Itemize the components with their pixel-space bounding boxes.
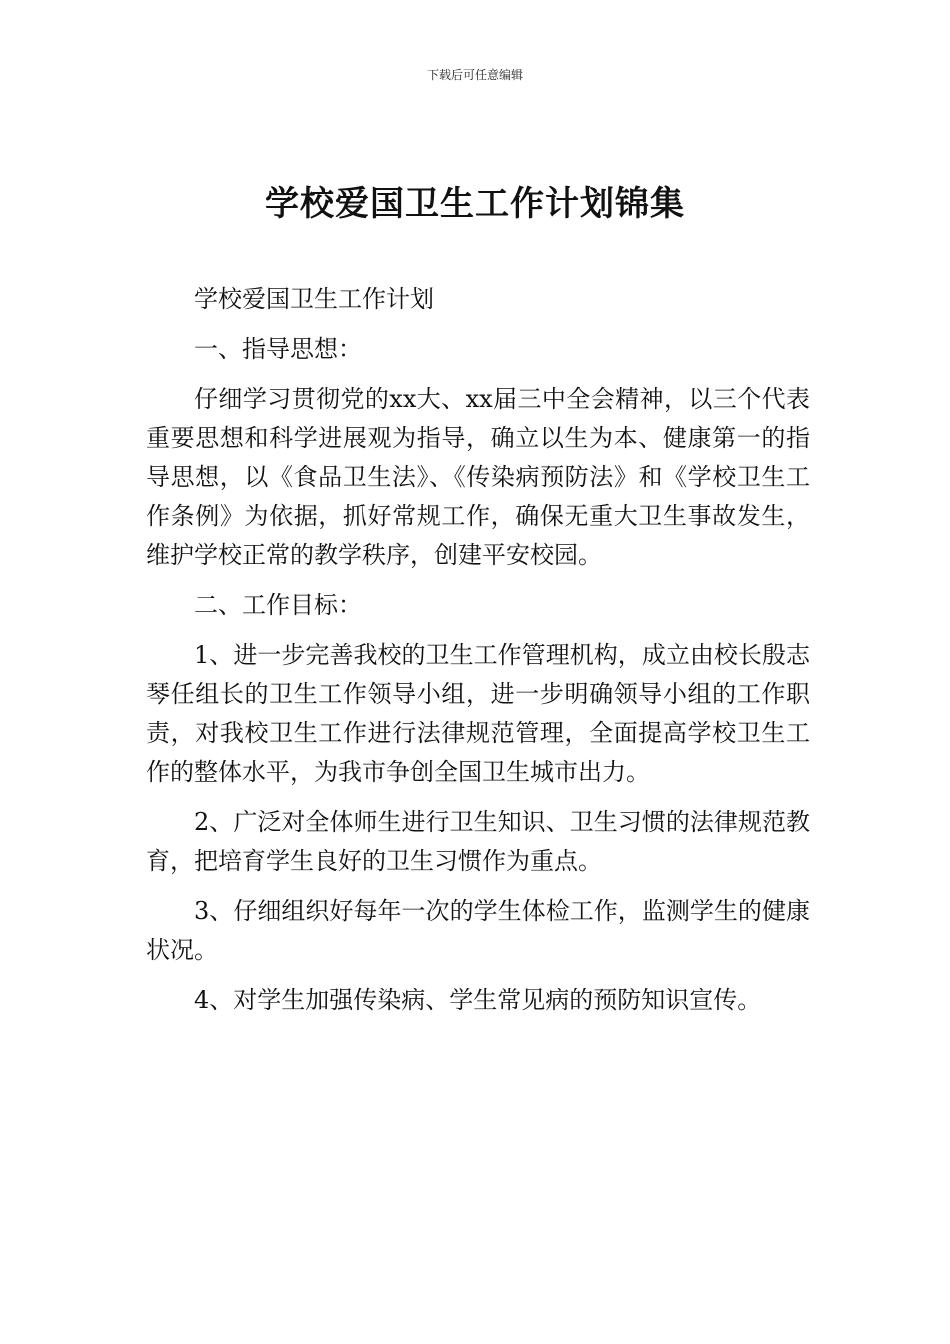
paragraph-guiding: 仔细学习贯彻党的xx大、xx届三中全会精神，以三个代表重要思想和科学进展观为指导，确立以生为本、健康第一的指导思想，以《食品卫生法》、《传染病预防法》和《学校卫生工作条例》为依据，抓好常规工作，确保无重大卫生事故发生，维护学校正常的教学秩序，创建平安校园。 xyxy=(146,385,810,569)
paragraph-goal-3: 3、仔细组织好每年一次的学生体检工作，监测学生的健康状况。 xyxy=(146,897,810,964)
document-title: 学校爱国卫生工作计划锦集 xyxy=(265,184,685,224)
section-heading-guiding: 一、指导思想： xyxy=(194,335,362,363)
section-title: 学校爱国卫生工作计划 xyxy=(194,285,434,313)
header-note: 下载后可任意编辑 xyxy=(426,68,523,82)
paragraph-goal-4: 4、对学生加强传染病、学生常见病的预防知识宣传。 xyxy=(194,986,762,1014)
section-heading-goals: 二、工作目标： xyxy=(194,591,362,619)
paragraph-goal-2: 2、广泛对全体师生进行卫生知识、卫生习惯的法律规范教育，把培育学生良好的卫生习惯作为重点。 xyxy=(146,808,810,875)
paragraph-goal-1: 1、进一步完善我校的卫生工作管理机构，成立由校长殷志琴任组长的卫生工作领导小组，进一步明确领导小组的工作职责，对我校卫生工作进行法律规范管理，全面提高学校卫生工作的整体水平，为我市争创全国卫生城市出力。 xyxy=(146,641,810,786)
document-body xyxy=(146,280,810,1031)
